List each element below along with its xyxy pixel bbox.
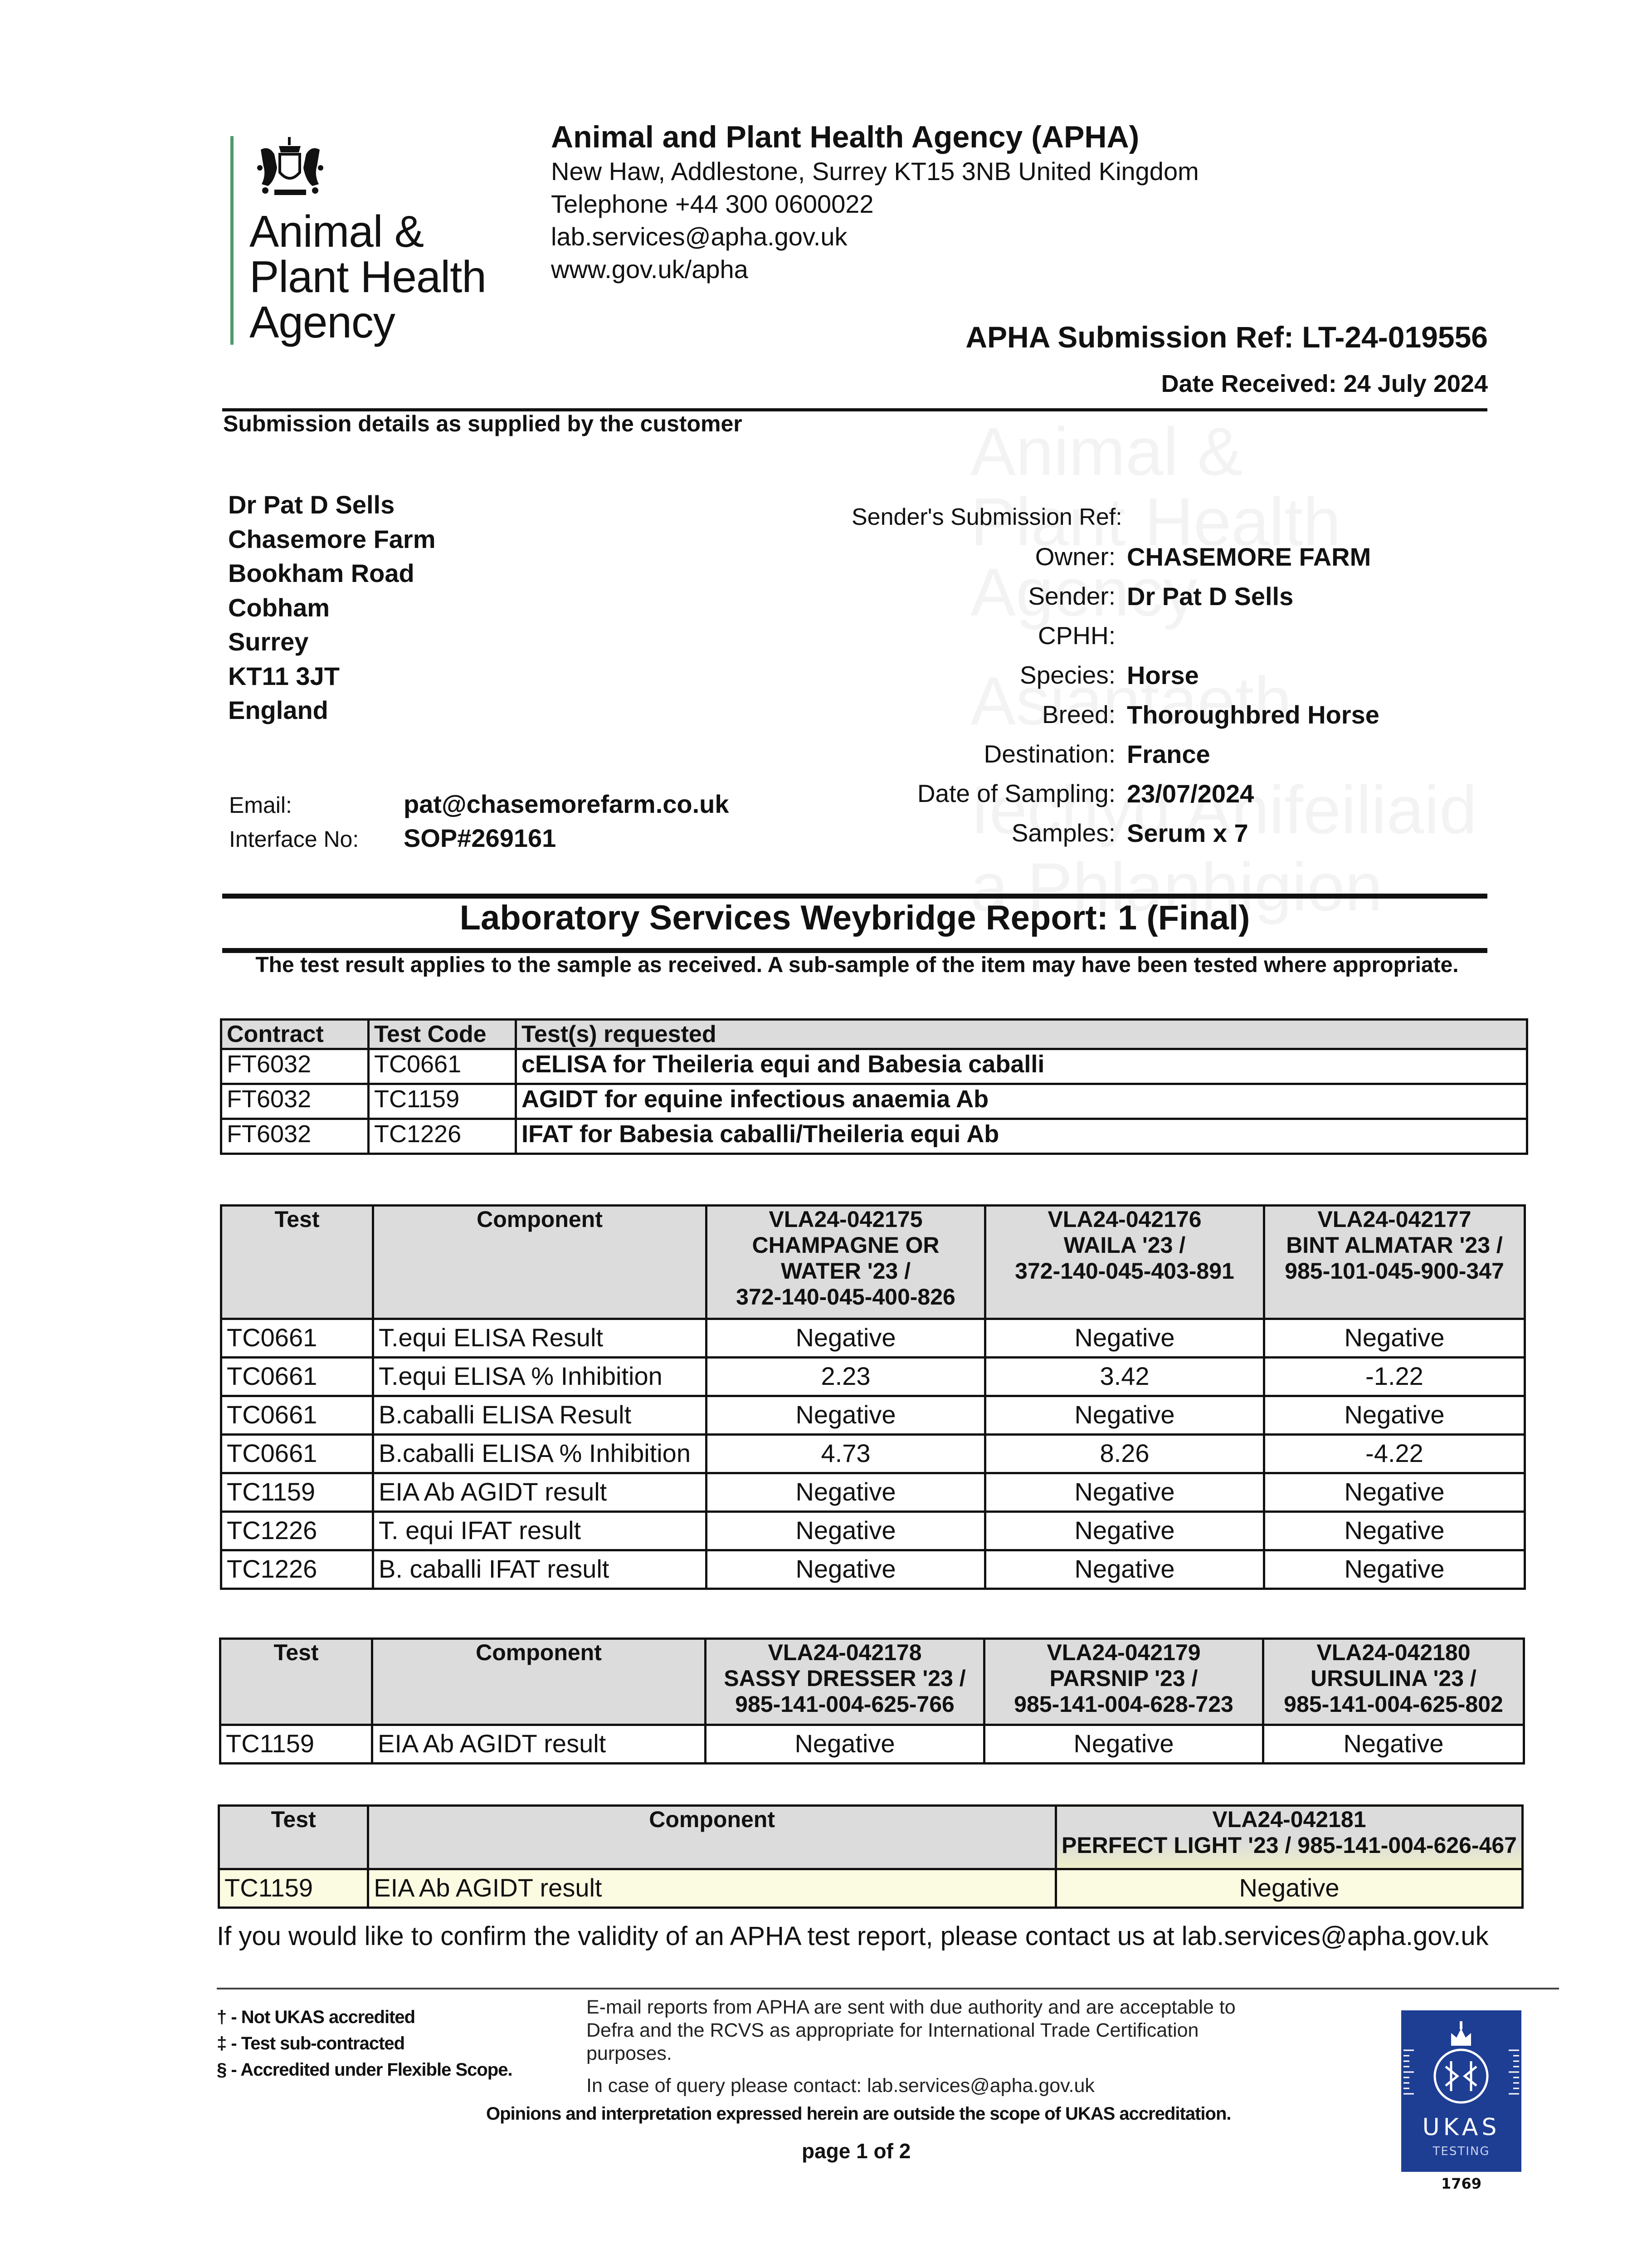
result-cell: -4.22 [1264, 1435, 1525, 1473]
info-label: Date of Sampling: [917, 779, 1116, 807]
address-line: Bookham Road [228, 559, 414, 587]
info-label: Destination: [984, 740, 1116, 768]
result-cell: 8.26 [985, 1435, 1264, 1473]
result-cell: Negative [1263, 1725, 1524, 1764]
result-cell: Negative [706, 1319, 985, 1358]
result-cell: Negative [985, 1396, 1264, 1435]
col-test: Test [221, 1206, 373, 1319]
sample-name: SASSY DRESSER '23 / [724, 1666, 966, 1691]
logo-wordmark [249, 206, 486, 347]
info-label: Owner: [1035, 543, 1116, 571]
interface-row [229, 823, 556, 853]
watermark [970, 417, 1242, 485]
query-contact-text: In case of query please contact: lab.services@apha.gov.uk [586, 2075, 1095, 2097]
info-value: 23/07/2024 [1127, 779, 1254, 808]
address-line: KT11 3JT [228, 661, 340, 690]
test-code-cell: TC0661 [369, 1049, 516, 1084]
sample-id: VLA24-042180 [1316, 1640, 1471, 1665]
component-cell: T.equi ELISA % Inhibition [373, 1358, 706, 1396]
email-report-note [586, 1996, 1276, 2107]
info-value: CHASEMORE FARM [1127, 543, 1371, 571]
table-row [221, 1512, 1525, 1550]
org-telephone: Telephone +44 300 0600022 [551, 190, 874, 218]
result-cell: Negative [706, 1473, 985, 1512]
address-line: Surrey [228, 627, 309, 656]
test-code-cell: TC1159 [369, 1084, 516, 1119]
table-header-row [221, 1206, 1525, 1319]
col-test-code: Test Code [369, 1020, 516, 1049]
table-row [221, 1473, 1525, 1512]
col-contract: Contract [221, 1020, 369, 1049]
sample-id: VLA24-042181 [1212, 1807, 1366, 1832]
address-line: England [228, 696, 328, 724]
table-row [221, 1119, 1527, 1154]
email-label: Email: [229, 792, 292, 818]
result-cell: Negative [984, 1725, 1263, 1764]
col-sample [984, 1639, 1263, 1725]
col-component: Component [373, 1206, 706, 1319]
table-row [221, 1396, 1525, 1435]
table-row [221, 1084, 1527, 1119]
col-sample [1056, 1806, 1522, 1869]
sample-chip: 372-140-045-403-891 [1015, 1258, 1234, 1284]
info-label: Species: [1020, 661, 1116, 689]
org-address: New Haw, Addlestone, Surrey KT15 3NB United Kingdom [551, 157, 1199, 186]
col-test: Test [219, 1806, 368, 1869]
col-sample [985, 1206, 1264, 1319]
report-title: Laboratory Services Weybridge Report: 1 (Final) [459, 899, 1250, 937]
component-cell: B.caballi ELISA Result [373, 1396, 706, 1435]
tests-requested-table [220, 1018, 1528, 1155]
date-received: Date Received: 24 July 2024 [1161, 370, 1488, 397]
customer-address [228, 488, 436, 728]
table-header-row [221, 1020, 1527, 1049]
test-cell: TC1159 [221, 1473, 373, 1512]
address-line: Chasemore Farm [228, 524, 436, 553]
sample-name: URSULINA '23 / [1311, 1666, 1476, 1691]
results-table-3 [218, 1804, 1524, 1909]
logo-line: Animal & [249, 206, 424, 256]
col-test: Test [220, 1639, 372, 1725]
col-sample [706, 1206, 985, 1319]
info-value: Dr Pat D Sells [1127, 582, 1294, 611]
customer-email-row [229, 789, 729, 819]
submission-details-heading: Submission details as supplied by the customer [223, 411, 742, 436]
royal-coat-of-arms-icon [252, 136, 329, 204]
result-cell: Negative [1264, 1473, 1525, 1512]
col-sample [1263, 1639, 1524, 1725]
table-row [219, 1869, 1523, 1908]
table-header-row [219, 1806, 1523, 1869]
footer-divider [217, 1988, 1559, 1989]
sample-chip: 985-141-004-628-723 [1014, 1691, 1233, 1717]
customer-email-link[interactable]: pat@chasemorefarm.co.uk [404, 790, 729, 818]
result-cell: Negative [1264, 1319, 1525, 1358]
result-cell: Negative [985, 1473, 1264, 1512]
address-line: Dr Pat D Sells [228, 490, 395, 519]
result-cell: Negative [706, 1550, 985, 1589]
result-cell: Negative [985, 1512, 1264, 1550]
logo-line: Plant Health [249, 252, 486, 302]
info-value: Serum x 7 [1127, 819, 1248, 847]
report-note: The test result applies to the sample as received. A sub-sample of the item may have been tested where appropriate. [255, 953, 1459, 977]
org-website-link[interactable]: www.gov.uk/apha [551, 255, 748, 284]
legend-item: § - Accredited under Flexible Scope. [217, 2060, 512, 2080]
sample-name: PARSNIP '23 / [1049, 1666, 1198, 1691]
col-sample [1264, 1206, 1525, 1319]
sample-name: PERFECT LIGHT '23 / 985-141-004-626-467 [1061, 1833, 1517, 1858]
ukas-opinions-note: Opinions and interpretation expressed herein are outside the scope of UKAS accreditation. [486, 2104, 1231, 2124]
info-value: Horse [1127, 661, 1199, 689]
result-cell: Negative [706, 1396, 985, 1435]
result-cell: 2.23 [706, 1358, 985, 1396]
sample-chip: 985-141-004-625-802 [1284, 1691, 1503, 1717]
sample-chip: 372-140-045-400-826 [736, 1284, 955, 1310]
table-row [220, 1725, 1524, 1764]
table-row [221, 1550, 1525, 1589]
result-cell: Negative [985, 1550, 1264, 1589]
test-cell: TC0661 [221, 1319, 373, 1358]
info-value: France [1127, 740, 1210, 768]
legend-item: ‡ - Test sub-contracted [217, 2033, 405, 2053]
senders-ref-label: Sender's Submission Ref: [852, 504, 1122, 530]
page-number: page 1 of 2 [802, 2139, 911, 2163]
sample-name: BINT ALMATAR '23 / [1286, 1232, 1503, 1258]
result-cell: Negative [1264, 1550, 1525, 1589]
result-cell: -1.22 [1264, 1358, 1525, 1396]
test-cell: TC1226 [221, 1550, 373, 1589]
info-label: CPHH: [1038, 621, 1116, 650]
sample-chip: 985-141-004-625-766 [735, 1691, 955, 1717]
email-authority-text: E-mail reports from APHA are sent with due authority and are acceptable to Defra and the RCVS as appropriate for International Trade Certification purposes. [586, 1996, 1236, 2064]
sample-id: VLA24-042179 [1047, 1640, 1201, 1665]
test-cell: TC0661 [221, 1435, 373, 1473]
component-cell: EIA Ab AGIDT result [372, 1725, 706, 1764]
info-value: Thoroughbred Horse [1127, 700, 1379, 729]
test-requested-cell: IFAT for Babesia caballi/Theileria equi Ab [516, 1119, 1527, 1154]
sample-id: VLA24-042177 [1317, 1207, 1471, 1232]
ukas-accreditation-number: 1769 [1441, 2175, 1482, 2192]
logo-accent-bar [230, 136, 234, 345]
component-cell: T.equi ELISA Result [373, 1319, 706, 1358]
result-cell: Negative [706, 1725, 984, 1764]
result-cell: Negative [1264, 1396, 1525, 1435]
result-cell: 3.42 [985, 1358, 1264, 1396]
org-email-link[interactable]: lab.services@apha.gov.uk [551, 222, 848, 251]
sample-id: VLA24-042178 [768, 1640, 922, 1665]
sample-id: VLA24-042175 [769, 1207, 923, 1232]
logo-line: Agency [249, 297, 395, 347]
test-code-cell: TC1226 [369, 1119, 516, 1154]
info-label: Sender: [1028, 582, 1116, 610]
legend-item: † - Not UKAS accredited [217, 2007, 415, 2027]
test-cell: TC1159 [219, 1869, 368, 1908]
sample-chip: 985-101-045-900-347 [1285, 1258, 1504, 1284]
results-table-1 [220, 1204, 1526, 1590]
component-cell: B. caballi IFAT result [373, 1550, 706, 1589]
table-header-row [220, 1639, 1524, 1725]
info-label: Breed: [1042, 700, 1116, 728]
result-cell: Negative [1056, 1869, 1522, 1908]
result-cell: Negative [985, 1319, 1264, 1358]
interface-label: Interface No: [229, 826, 359, 852]
validity-note: If you would like to confirm the validity of an APHA test report, please contact us at lab.services@apha.gov.uk [217, 1921, 1489, 1951]
contract-cell: FT6032 [221, 1084, 369, 1119]
test-cell: TC1226 [221, 1512, 373, 1550]
contract-cell: FT6032 [221, 1119, 369, 1154]
sample-name: WAILA '23 / [1063, 1232, 1186, 1258]
table-row [221, 1049, 1527, 1084]
info-label: Samples: [1011, 819, 1116, 847]
col-sample [706, 1639, 984, 1725]
org-contact-block [551, 119, 1199, 286]
result-cell: Negative [706, 1512, 985, 1550]
results-table-2 [219, 1637, 1525, 1765]
address-line: Cobham [228, 593, 330, 622]
result-cell: 4.73 [706, 1435, 985, 1473]
col-tests-requested: Test(s) requested [516, 1020, 1527, 1049]
ukas-testing-badge [1401, 2010, 1521, 2172]
test-cell: TC0661 [221, 1396, 373, 1435]
table-row [221, 1319, 1525, 1358]
component-cell: EIA Ab AGIDT result [368, 1869, 1056, 1908]
table-row [221, 1358, 1525, 1396]
component-cell: T. equi IFAT result [373, 1512, 706, 1550]
org-title: Animal and Plant Health Agency (APHA) [551, 120, 1140, 154]
ukas-crown-emblem-icon [1401, 2010, 1521, 2115]
test-cell: TC1159 [220, 1725, 372, 1764]
sample-name: CHAMPAGNE OR WATER '23 / [752, 1232, 940, 1284]
component-cell: B.caballi ELISA % Inhibition [373, 1435, 706, 1473]
submission-ref: APHA Submission Ref: LT-24-019556 [965, 320, 1488, 354]
ukas-testing-label: TESTING [1432, 2145, 1490, 2158]
component-cell: EIA Ab AGIDT result [373, 1473, 706, 1512]
col-component: Component [368, 1806, 1056, 1869]
table-row [221, 1435, 1525, 1473]
test-cell: TC0661 [221, 1358, 373, 1396]
result-cell: Negative [1264, 1512, 1525, 1550]
accreditation-legend [217, 2004, 512, 2083]
test-requested-cell: AGIDT for equine infectious anaemia Ab [516, 1084, 1527, 1119]
ukas-wordmark: UKAS [1422, 2114, 1501, 2141]
col-component: Component [372, 1639, 706, 1725]
interface-number: SOP#269161 [404, 824, 556, 852]
contract-cell: FT6032 [221, 1049, 369, 1084]
test-requested-cell: cELISA for Theileria equi and Babesia caballi [516, 1049, 1527, 1084]
sample-id: VLA24-042176 [1048, 1207, 1202, 1232]
